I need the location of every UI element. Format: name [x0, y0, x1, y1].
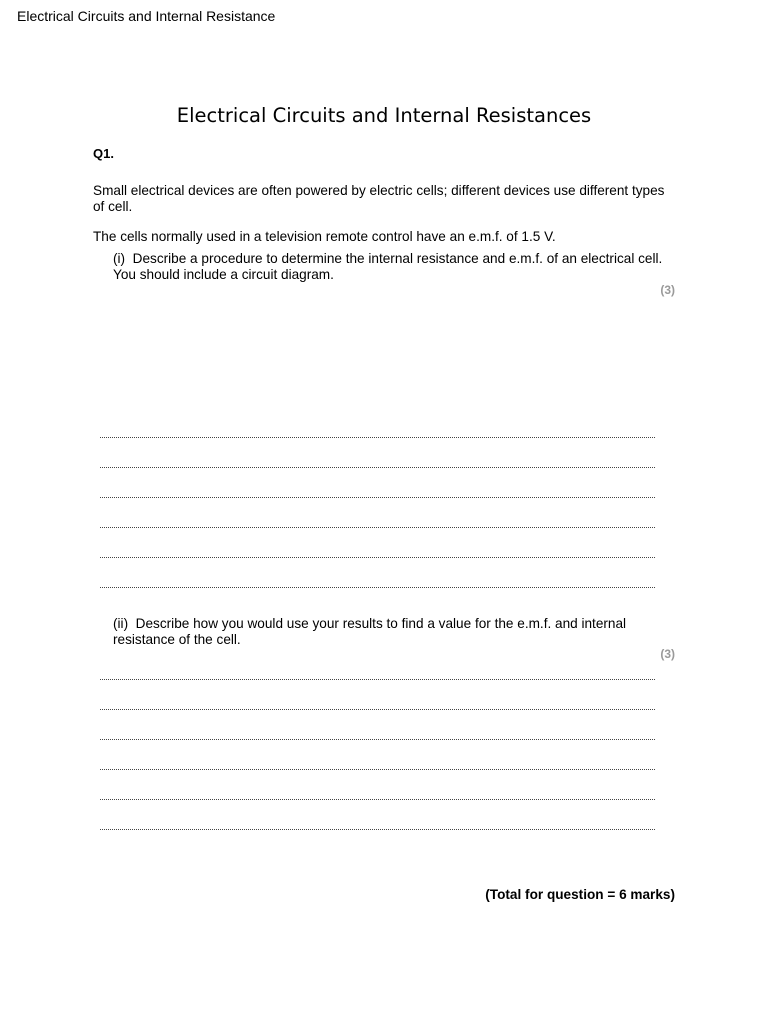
- answer-line-part-i[interactable]: [100, 467, 655, 468]
- question-intro-paragraph: Small electrical devices are often powered by electric cells; different devices use different types of cell.: [93, 183, 665, 214]
- part-ii-text: Describe how you would use your results to find a value for the e.m.f. and internal resistance of the cell.: [113, 616, 627, 647]
- answer-line-part-ii[interactable]: [100, 829, 655, 830]
- part-ii-label: (ii): [113, 616, 129, 631]
- answer-line-part-ii[interactable]: [100, 679, 655, 680]
- question-number: Q1.: [93, 146, 114, 161]
- answer-line-part-i[interactable]: [100, 527, 655, 528]
- answer-line-part-ii[interactable]: [100, 769, 655, 770]
- part-i-label: (i): [113, 251, 126, 266]
- total-marks: (Total for question = 6 marks): [485, 887, 675, 902]
- answer-line-part-ii[interactable]: [100, 709, 655, 710]
- part-ii-prompt: [113, 616, 673, 648]
- question-context-paragraph: The cells normally used in a television remote control have an e.m.f. of 1.5 V.: [93, 229, 556, 244]
- part-i-text: Describe a procedure to determine the internal resistance and e.m.f. of an electrical cell. You should include a circuit diagram.: [113, 251, 663, 282]
- part-i-marks: (3): [660, 283, 675, 297]
- document-title: Electrical Circuits and Internal Resistances: [176, 104, 592, 127]
- answer-line-part-ii[interactable]: [100, 739, 655, 740]
- answer-line-part-ii[interactable]: [100, 799, 655, 800]
- answer-line-part-i[interactable]: [100, 437, 655, 438]
- answer-line-part-i[interactable]: [100, 587, 655, 588]
- answer-line-part-i[interactable]: [100, 557, 655, 558]
- answer-line-part-i[interactable]: [100, 497, 655, 498]
- page-header-title: Electrical Circuits and Internal Resistance: [17, 8, 276, 24]
- part-i-prompt: [113, 251, 673, 283]
- part-ii-marks: (3): [660, 647, 675, 661]
